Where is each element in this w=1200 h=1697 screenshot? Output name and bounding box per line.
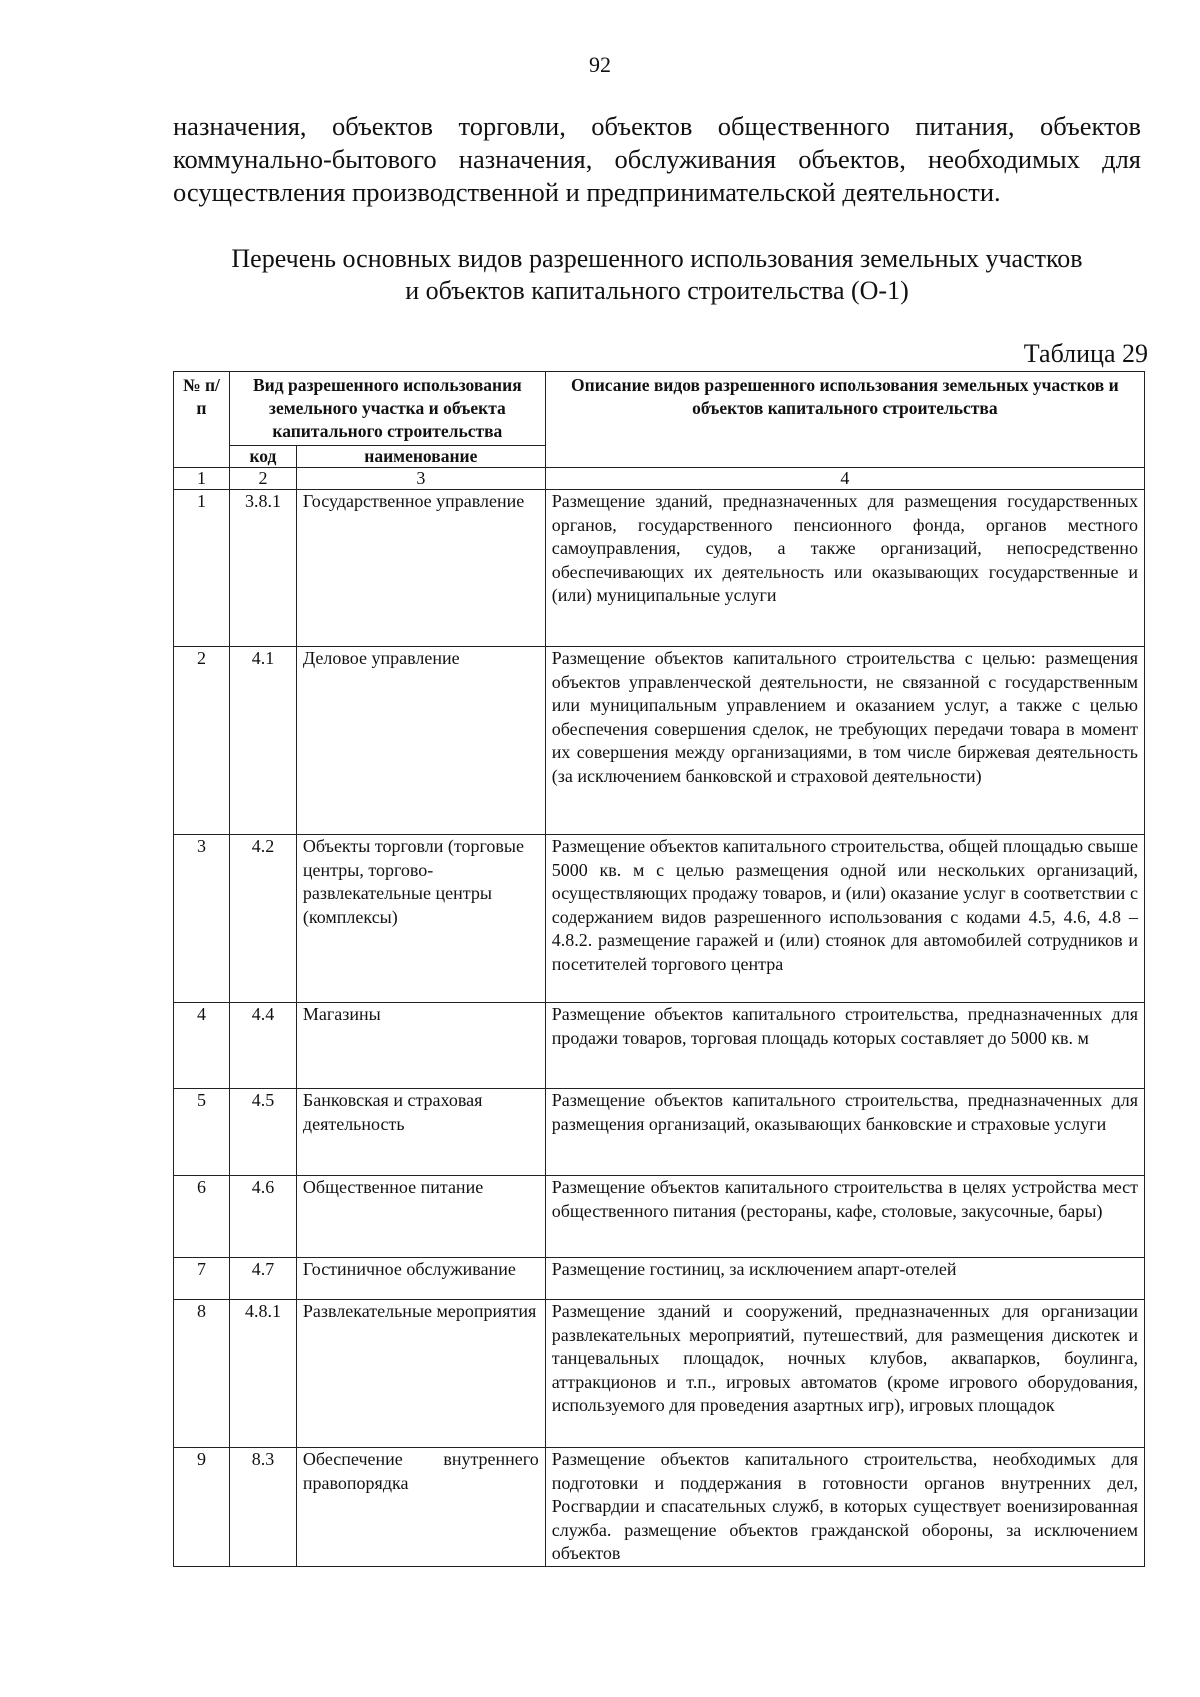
row-number: 4	[174, 1003, 230, 1089]
header-vid: Вид разрешенного использования земельного участка и объекта капитального строительства	[229, 372, 545, 446]
column-number-row	[174, 468, 1145, 490]
row-number: 6	[174, 1176, 230, 1258]
col-number: 4	[545, 468, 1144, 490]
row-description: Размещение объектов капитального строительства с целью: размещения объектов управленческой деятельности, не связанной с государственным или муниципальным управлением и оказанием услуг, а также с целью обеспечения совершения сделок, не требующих передачи товара в момент их совершения между организациями, в том числе биржевая деятельность (за исключением банковской и страховой деятельности)	[545, 647, 1144, 835]
table-row	[174, 1258, 1145, 1300]
row-description: Размещение объектов капитального строительства, предназначенных для размещения организаций, оказывающих банковские и страховые услуги	[545, 1089, 1144, 1176]
table-row	[174, 835, 1145, 1003]
header-code: код	[229, 446, 296, 468]
row-number: 8	[174, 1300, 230, 1448]
table-row	[174, 1448, 1145, 1567]
header-name: наименование	[296, 446, 545, 468]
row-code: 4.1	[229, 647, 296, 835]
row-code: 3.8.1	[229, 490, 296, 647]
table-row	[174, 1176, 1145, 1258]
row-number: 2	[174, 647, 230, 835]
table-row	[174, 1003, 1145, 1089]
land-use-table	[173, 371, 1145, 1567]
col-number: 1	[174, 468, 230, 490]
row-name: Объекты торговли (торговые центры, торгово-развлекательные центры (комплексы)	[296, 835, 545, 1003]
heading-line-2: и объектов капитального строительства (О-1)	[405, 276, 909, 305]
intro-paragraph: назначения, объектов торговли, объектов общественного питания, объектов коммунально-бытового назначения, обслуживания объектов, необходимых для осуществления производственной и предпринимательской деятельности.	[173, 111, 1141, 207]
col-number: 3	[296, 468, 545, 490]
col-number: 2	[229, 468, 296, 490]
row-code: 4.8.1	[229, 1300, 296, 1448]
page-number: 92	[589, 52, 611, 77]
row-description: Размещение зданий, предназначенных для размещения государственных органов, государственного пенсионного фонда, органов местного самоуправления, судов, а также организаций, непосредственно обеспечивающих их деятельность или оказывающих государственные и (или) муниципальные услуги	[545, 490, 1144, 647]
heading-line-1: Перечень основных видов разрешенного использования земельных участков	[231, 244, 1083, 273]
row-name: Государственное управление	[296, 490, 545, 647]
table-row	[174, 647, 1145, 835]
row-name: Деловое управление	[296, 647, 545, 835]
row-description: Размещение объектов капитального строительства в целях устройства мест общественного питания (рестораны, кафе, столовые, закусочные, бары)	[545, 1176, 1144, 1258]
table-caption: Таблица 29	[1023, 339, 1148, 368]
row-number: 9	[174, 1448, 230, 1567]
row-number: 3	[174, 835, 230, 1003]
header-num: № п/п	[174, 372, 230, 468]
row-name: Обеспечение внутреннего правопорядка	[296, 1448, 545, 1567]
row-description: Размещение объектов капитального строительства, общей площадью свыше 5000 кв. м с целью размещения одной или нескольких организаций, осуществляющих продажу товаров, и (или) оказание услуг в соответствии с содержанием видов разрешенного использования с кодами 4.5, 4.6, 4.8 – 4.8.2. размещение гаражей и (или) стоянок для автомобилей сотрудников и посетителей торгового центра	[545, 835, 1144, 1003]
row-code: 4.4	[229, 1003, 296, 1089]
row-code: 4.2	[229, 835, 296, 1003]
row-description: Размещение объектов капитального строительства, предназначенных для продажи товаров, торговая площадь которых составляет до 5000 кв. м	[545, 1003, 1144, 1089]
section-heading	[173, 243, 1141, 307]
table-row	[174, 1089, 1145, 1176]
row-code: 4.5	[229, 1089, 296, 1176]
row-name: Развлекательные мероприятия	[296, 1300, 545, 1448]
row-name: Общественное питание	[296, 1176, 545, 1258]
header-desc: Описание видов разрешенного использования земельных участков и объектов капитального строительства	[545, 372, 1144, 468]
row-description: Размещение объектов капитального строительства, необходимых для подготовки и поддержания в готовности органов внутренних дел, Росгвардии и спасательных служб, в которых существует военизированная служба. размещение объектов гражданской обороны, за исключением объектов	[545, 1448, 1144, 1567]
header-row	[174, 372, 1145, 446]
row-number: 5	[174, 1089, 230, 1176]
row-name: Магазины	[296, 1003, 545, 1089]
row-description: Размещение гостиниц, за исключением апарт-отелей	[545, 1258, 1144, 1300]
row-code: 8.3	[229, 1448, 296, 1567]
table-row	[174, 490, 1145, 647]
row-code: 4.6	[229, 1176, 296, 1258]
row-name: Гостиничное обслуживание	[296, 1258, 545, 1300]
table-row	[174, 1300, 1145, 1448]
row-number: 1	[174, 490, 230, 647]
row-name: Банковская и страховая деятельность	[296, 1089, 545, 1176]
row-description: Размещение зданий и сооружений, предназначенных для организации развлекательных мероприятий, путешествий, для размещения дискотек и танцевальных площадок, ночных клубов, аквапарков, боулинга, аттракционов и т.п., игровых автоматов (кроме игрового оборудования, используемого для проведения азартных игр), игровых площадок	[545, 1300, 1144, 1448]
row-number: 7	[174, 1258, 230, 1300]
row-code: 4.7	[229, 1258, 296, 1300]
